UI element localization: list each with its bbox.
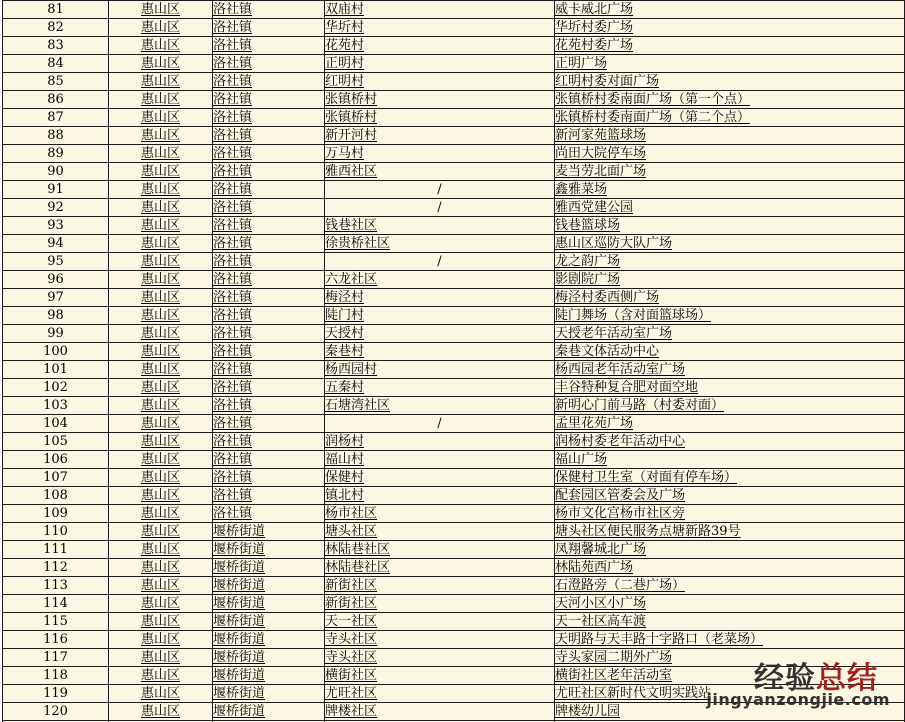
venue-cell: 新明心门前马路（村委对面） bbox=[555, 397, 905, 415]
table-row bbox=[3, 559, 905, 577]
no-cell: 109 bbox=[3, 505, 109, 523]
village-cell: 万马村 bbox=[325, 145, 555, 163]
table-row bbox=[3, 379, 905, 397]
venue-cell: 保健村卫生室（对面有停车场） bbox=[555, 469, 905, 487]
town-cell: 洛社镇 bbox=[213, 55, 325, 73]
town-cell: 堰桥街道 bbox=[213, 703, 325, 721]
table-body bbox=[3, 1, 905, 722]
venue-cell: 尚田大院停车场 bbox=[555, 145, 905, 163]
venue-cell: 威卡威北广场 bbox=[555, 1, 905, 19]
watermark-brand-dark: 经验 bbox=[754, 661, 816, 696]
district-cell: 惠山区 bbox=[109, 199, 213, 217]
village-cell: 新街社区 bbox=[325, 595, 555, 613]
village-cell: / bbox=[325, 415, 555, 433]
district-cell: 惠山区 bbox=[109, 127, 213, 145]
no-cell: 85 bbox=[3, 73, 109, 91]
no-cell: 106 bbox=[3, 451, 109, 469]
town-cell: 洛社镇 bbox=[213, 415, 325, 433]
district-cell: 惠山区 bbox=[109, 649, 213, 667]
village-cell: 天一社区 bbox=[325, 613, 555, 631]
venue-cell: 惠山区巡防大队广场 bbox=[555, 235, 905, 253]
no-cell: 92 bbox=[3, 199, 109, 217]
no-cell: 96 bbox=[3, 271, 109, 289]
town-cell: 洛社镇 bbox=[213, 235, 325, 253]
district-cell: 惠山区 bbox=[109, 397, 213, 415]
table-row bbox=[3, 307, 905, 325]
table-row bbox=[3, 253, 905, 271]
district-cell: 惠山区 bbox=[109, 109, 213, 127]
venue-cell: 正明广场 bbox=[555, 55, 905, 73]
table-row bbox=[3, 685, 905, 703]
village-cell: 尤旺社区 bbox=[325, 685, 555, 703]
village-cell: 六龙社区 bbox=[325, 271, 555, 289]
table-row bbox=[3, 505, 905, 523]
table-row bbox=[3, 271, 905, 289]
venue-table bbox=[2, 0, 905, 722]
town-cell: 洛社镇 bbox=[213, 343, 325, 361]
district-cell: 惠山区 bbox=[109, 541, 213, 559]
no-cell: 89 bbox=[3, 145, 109, 163]
venue-cell: 红明村委对面广场 bbox=[555, 73, 905, 91]
district-cell: 惠山区 bbox=[109, 235, 213, 253]
table-row bbox=[3, 667, 905, 685]
venue-cell: 梅泾村委西侧广场 bbox=[555, 289, 905, 307]
village-cell: 寺头社区 bbox=[325, 631, 555, 649]
village-cell: 正明村 bbox=[325, 55, 555, 73]
no-cell: 118 bbox=[3, 667, 109, 685]
district-cell: 惠山区 bbox=[109, 217, 213, 235]
village-cell: 陡门村 bbox=[325, 307, 555, 325]
no-cell: 111 bbox=[3, 541, 109, 559]
district-cell: 惠山区 bbox=[109, 181, 213, 199]
no-cell: 113 bbox=[3, 577, 109, 595]
town-cell: 堰桥街道 bbox=[213, 595, 325, 613]
district-cell: 惠山区 bbox=[109, 145, 213, 163]
village-cell: 梅泾村 bbox=[325, 289, 555, 307]
venue-cell: 林陆苑西广场 bbox=[555, 559, 905, 577]
table-row bbox=[3, 523, 905, 541]
venue-cell: 华圻村委广场 bbox=[555, 19, 905, 37]
venue-cell: 石澄路旁（二巷广场） bbox=[555, 577, 905, 595]
no-cell: 119 bbox=[3, 685, 109, 703]
table-row bbox=[3, 235, 905, 253]
table-row bbox=[3, 325, 905, 343]
town-cell: 堰桥街道 bbox=[213, 631, 325, 649]
district-cell: 惠山区 bbox=[109, 577, 213, 595]
district-cell: 惠山区 bbox=[109, 37, 213, 55]
no-cell: 104 bbox=[3, 415, 109, 433]
venue-cell: 润杨村委老年活动中心 bbox=[555, 433, 905, 451]
no-cell: 84 bbox=[3, 55, 109, 73]
village-cell: / bbox=[325, 181, 555, 199]
venue-cell: 秦巷文体活动中心 bbox=[555, 343, 905, 361]
venue-cell: 天河小区小广场 bbox=[555, 595, 905, 613]
venue-cell: 陡门舞场（含对面篮球场） bbox=[555, 307, 905, 325]
table-row bbox=[3, 343, 905, 361]
district-cell: 惠山区 bbox=[109, 91, 213, 109]
venue-cell: 杨市文化宫杨市社区旁 bbox=[555, 505, 905, 523]
venue-cell: 张镇桥村委南面广场（第一个点） bbox=[555, 91, 905, 109]
venue-cell: 配套园区管委会及广场 bbox=[555, 487, 905, 505]
table-row bbox=[3, 289, 905, 307]
town-cell: 洛社镇 bbox=[213, 109, 325, 127]
table-row bbox=[3, 361, 905, 379]
district-cell: 惠山区 bbox=[109, 289, 213, 307]
village-cell: 红明村 bbox=[325, 73, 555, 91]
district-cell: 惠山区 bbox=[109, 73, 213, 91]
venue-cell: 麦当劳北面广场 bbox=[555, 163, 905, 181]
village-cell: 新开河村 bbox=[325, 127, 555, 145]
town-cell: 堰桥街道 bbox=[213, 685, 325, 703]
district-cell: 惠山区 bbox=[109, 433, 213, 451]
table-row bbox=[3, 469, 905, 487]
village-cell: 石塘湾社区 bbox=[325, 397, 555, 415]
village-cell: 保健村 bbox=[325, 469, 555, 487]
venue-cell: 影剧院广场 bbox=[555, 271, 905, 289]
table-row bbox=[3, 109, 905, 127]
table-row bbox=[3, 127, 905, 145]
village-cell: 华圻村 bbox=[325, 19, 555, 37]
village-cell: 塘头社区 bbox=[325, 523, 555, 541]
table-row bbox=[3, 703, 905, 721]
village-cell: / bbox=[325, 199, 555, 217]
village-cell: 福山村 bbox=[325, 451, 555, 469]
no-cell: 83 bbox=[3, 37, 109, 55]
venue-cell: 孟里花苑广场 bbox=[555, 415, 905, 433]
table-row bbox=[3, 541, 905, 559]
town-cell: 洛社镇 bbox=[213, 1, 325, 19]
table-row bbox=[3, 595, 905, 613]
table-row bbox=[3, 613, 905, 631]
town-cell: 洛社镇 bbox=[213, 181, 325, 199]
town-cell: 洛社镇 bbox=[213, 145, 325, 163]
district-cell: 惠山区 bbox=[109, 163, 213, 181]
no-cell: 115 bbox=[3, 613, 109, 631]
town-cell: 洛社镇 bbox=[213, 127, 325, 145]
no-cell: 87 bbox=[3, 109, 109, 127]
town-cell: 洛社镇 bbox=[213, 199, 325, 217]
town-cell: 洛社镇 bbox=[213, 505, 325, 523]
no-cell: 97 bbox=[3, 289, 109, 307]
table-row bbox=[3, 73, 905, 91]
table-row bbox=[3, 451, 905, 469]
venue-cell: 牌楼幼儿园 bbox=[555, 703, 905, 721]
town-cell: 洛社镇 bbox=[213, 451, 325, 469]
venue-cell: 张镇桥村委南面广场（第二个点） bbox=[555, 109, 905, 127]
no-cell: 117 bbox=[3, 649, 109, 667]
no-cell: 108 bbox=[3, 487, 109, 505]
district-cell: 惠山区 bbox=[109, 325, 213, 343]
district-cell: 惠山区 bbox=[109, 631, 213, 649]
table-row bbox=[3, 415, 905, 433]
table-row bbox=[3, 145, 905, 163]
table-row bbox=[3, 1, 905, 19]
venue-cell: 杨西园老年活动室广场 bbox=[555, 361, 905, 379]
no-cell: 107 bbox=[3, 469, 109, 487]
venue-cell: 横街社区老年活动室 bbox=[555, 667, 905, 685]
town-cell: 堰桥街道 bbox=[213, 613, 325, 631]
district-cell: 惠山区 bbox=[109, 703, 213, 721]
district-cell: 惠山区 bbox=[109, 613, 213, 631]
district-cell: 惠山区 bbox=[109, 595, 213, 613]
district-cell: 惠山区 bbox=[109, 361, 213, 379]
village-cell: / bbox=[325, 253, 555, 271]
venue-cell: 钱巷篮球场 bbox=[555, 217, 905, 235]
town-cell: 洛社镇 bbox=[213, 307, 325, 325]
table-row bbox=[3, 217, 905, 235]
table-row bbox=[3, 19, 905, 37]
no-cell: 98 bbox=[3, 307, 109, 325]
no-cell: 95 bbox=[3, 253, 109, 271]
town-cell: 洛社镇 bbox=[213, 271, 325, 289]
district-cell: 惠山区 bbox=[109, 559, 213, 577]
town-cell: 洛社镇 bbox=[213, 433, 325, 451]
table-row bbox=[3, 37, 905, 55]
town-cell: 洛社镇 bbox=[213, 37, 325, 55]
town-cell: 洛社镇 bbox=[213, 19, 325, 37]
village-cell: 牌楼社区 bbox=[325, 703, 555, 721]
town-cell: 堰桥街道 bbox=[213, 649, 325, 667]
village-cell: 横街社区 bbox=[325, 667, 555, 685]
town-cell: 洛社镇 bbox=[213, 397, 325, 415]
no-cell: 94 bbox=[3, 235, 109, 253]
no-cell: 88 bbox=[3, 127, 109, 145]
village-cell: 钱巷社区 bbox=[325, 217, 555, 235]
venue-cell: 雅西党建公园 bbox=[555, 199, 905, 217]
village-cell: 张镇桥村 bbox=[325, 91, 555, 109]
no-cell: 102 bbox=[3, 379, 109, 397]
table-row bbox=[3, 199, 905, 217]
town-cell: 洛社镇 bbox=[213, 361, 325, 379]
town-cell: 堰桥街道 bbox=[213, 523, 325, 541]
town-cell: 洛社镇 bbox=[213, 379, 325, 397]
table-row bbox=[3, 631, 905, 649]
district-cell: 惠山区 bbox=[109, 271, 213, 289]
venue-cell: 福山广场 bbox=[555, 451, 905, 469]
no-cell: 114 bbox=[3, 595, 109, 613]
village-cell: 双庙村 bbox=[325, 1, 555, 19]
village-cell: 徐贵桥社区 bbox=[325, 235, 555, 253]
district-cell: 惠山区 bbox=[109, 523, 213, 541]
district-cell: 惠山区 bbox=[109, 1, 213, 19]
district-cell: 惠山区 bbox=[109, 667, 213, 685]
district-cell: 惠山区 bbox=[109, 505, 213, 523]
district-cell: 惠山区 bbox=[109, 307, 213, 325]
district-cell: 惠山区 bbox=[109, 379, 213, 397]
venue-cell: 花苑村委广场 bbox=[555, 37, 905, 55]
village-cell: 林陆巷社区 bbox=[325, 559, 555, 577]
village-cell: 镇北村 bbox=[325, 487, 555, 505]
venue-cell: 天明路与天丰路十字路口（老菜场） bbox=[555, 631, 905, 649]
village-cell: 张镇桥村 bbox=[325, 109, 555, 127]
district-cell: 惠山区 bbox=[109, 451, 213, 469]
town-cell: 洛社镇 bbox=[213, 487, 325, 505]
no-cell: 81 bbox=[3, 1, 109, 19]
town-cell: 洛社镇 bbox=[213, 73, 325, 91]
no-cell: 99 bbox=[3, 325, 109, 343]
venue-cell: 鑫雅菜场 bbox=[555, 181, 905, 199]
village-cell: 寺头社区 bbox=[325, 649, 555, 667]
no-cell: 82 bbox=[3, 19, 109, 37]
venue-cell: 新河家苑篮球场 bbox=[555, 127, 905, 145]
town-cell: 洛社镇 bbox=[213, 163, 325, 181]
district-cell: 惠山区 bbox=[109, 487, 213, 505]
watermark-brand-red: 总结 bbox=[816, 661, 878, 696]
town-cell: 堰桥街道 bbox=[213, 541, 325, 559]
district-cell: 惠山区 bbox=[109, 55, 213, 73]
table-row bbox=[3, 91, 905, 109]
table-row bbox=[3, 397, 905, 415]
no-cell: 101 bbox=[3, 361, 109, 379]
venue-cell: 天一社区高车渡 bbox=[555, 613, 905, 631]
village-cell: 润杨村 bbox=[325, 433, 555, 451]
venue-cell: 凤翔馨城北广场 bbox=[555, 541, 905, 559]
town-cell: 洛社镇 bbox=[213, 91, 325, 109]
village-cell: 花苑村 bbox=[325, 37, 555, 55]
table-row bbox=[3, 577, 905, 595]
table-row bbox=[3, 181, 905, 199]
district-cell: 惠山区 bbox=[109, 415, 213, 433]
no-cell: 103 bbox=[3, 397, 109, 415]
no-cell: 100 bbox=[3, 343, 109, 361]
town-cell: 堰桥街道 bbox=[213, 559, 325, 577]
no-cell: 120 bbox=[3, 703, 109, 721]
village-cell: 五秦村 bbox=[325, 379, 555, 397]
village-cell: 天授村 bbox=[325, 325, 555, 343]
town-cell: 堰桥街道 bbox=[213, 667, 325, 685]
no-cell: 116 bbox=[3, 631, 109, 649]
venue-cell: 天授老年活动室广场 bbox=[555, 325, 905, 343]
venue-cell: 寺头家园二期外广场 bbox=[555, 649, 905, 667]
town-cell: 洛社镇 bbox=[213, 253, 325, 271]
town-cell: 洛社镇 bbox=[213, 469, 325, 487]
village-cell: 雅西社区 bbox=[325, 163, 555, 181]
town-cell: 堰桥街道 bbox=[213, 577, 325, 595]
no-cell: 86 bbox=[3, 91, 109, 109]
table-row bbox=[3, 649, 905, 667]
district-cell: 惠山区 bbox=[109, 469, 213, 487]
no-cell: 112 bbox=[3, 559, 109, 577]
village-cell: 林陆巷社区 bbox=[325, 541, 555, 559]
table-row bbox=[3, 163, 905, 181]
no-cell: 105 bbox=[3, 433, 109, 451]
venue-cell: 龙之韵广场 bbox=[555, 253, 905, 271]
no-cell: 90 bbox=[3, 163, 109, 181]
district-cell: 惠山区 bbox=[109, 343, 213, 361]
village-cell: 杨市社区 bbox=[325, 505, 555, 523]
village-cell: 秦巷村 bbox=[325, 343, 555, 361]
village-cell: 新街社区 bbox=[325, 577, 555, 595]
town-cell: 洛社镇 bbox=[213, 217, 325, 235]
town-cell: 洛社镇 bbox=[213, 289, 325, 307]
district-cell: 惠山区 bbox=[109, 253, 213, 271]
table-row bbox=[3, 55, 905, 73]
district-cell: 惠山区 bbox=[109, 19, 213, 37]
venue-cell: 塘头社区便民服务点塘新路39号 bbox=[555, 523, 905, 541]
district-cell: 惠山区 bbox=[109, 685, 213, 703]
venue-cell: 丰谷特种复合肥对面空地 bbox=[555, 379, 905, 397]
table-row bbox=[3, 433, 905, 451]
venue-cell: 尤旺社区新时代文明实践站 bbox=[555, 685, 905, 703]
no-cell: 93 bbox=[3, 217, 109, 235]
no-cell: 91 bbox=[3, 181, 109, 199]
no-cell: 110 bbox=[3, 523, 109, 541]
village-cell: 杨西园村 bbox=[325, 361, 555, 379]
watermark-site: jingyanzongjie.com bbox=[706, 690, 890, 709]
town-cell: 洛社镇 bbox=[213, 325, 325, 343]
table-row bbox=[3, 487, 905, 505]
